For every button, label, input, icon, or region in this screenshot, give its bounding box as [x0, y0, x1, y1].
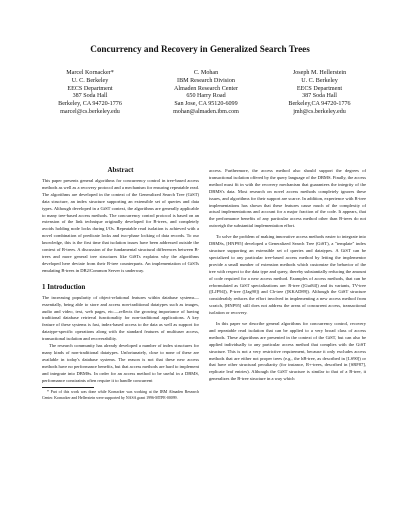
author-email: jmh@cs.berkeley.edu — [293, 108, 346, 115]
intro-paragraph-2: The research community has already developed a number of index structures for many kinds of non-traditional datatypes. Unfortunately, close to none of these are available in today's database systems. The reason is not that these new access methods have no performance benefits, but that access methods are hard to implement and integrate into DBMSs. In order for an access method to be useful in a DBMS, performance constraints often require it to handle concurrent — [42, 343, 199, 383]
author-name: C. Mohan — [193, 70, 219, 76]
right-column — [209, 168, 366, 383]
author-street: 387 Soda Hall — [72, 93, 108, 100]
author-email: marcel@cs.berkeley.edu — [60, 108, 120, 115]
author-affiliation: U. C. Berkeley — [71, 77, 109, 84]
author-dept: EECS Department — [67, 85, 113, 92]
author-hellerstein — [271, 70, 368, 117]
author-mohan — [151, 70, 261, 117]
intro-paragraph-1: The increasing popularity of object-relational features within database systems—essentially, being able to store and access non-traditional datatypes such as images, audio and video, text, web pages, etc.—reflects the growing importance of having traditional database retrieval functionality for non-traditional applications. A key feature of these systems is fast, index-based access to the data as well as support for datatype-specific operations along with the standard features of multiuser access, transactional isolation and recoverability. — [42, 294, 199, 342]
author-city: Berkeley,CA 94720-1776 — [288, 101, 351, 108]
author-street: 650 Harry Road — [186, 93, 226, 100]
abstract-text: This paper presents general algorithms for concurrency control in tree-based access methods as well as a recovery protocol and a mechanism for ensuring repeatable read. The algorithms are developed in the context of the Generalized Search Tree (GiST) data structure, an index structure supporting an extensible set of queries and data types. Although developed in a GiST context, the algorithms are generally applicable to many tree-based access methods. The concurrency control protocol is based on an extension of the link technique originally developed for B-trees, and completely avoids holding node locks during I/Os. Repeatable read isolation is achieved with a novel combination of predicate locks and two-phase locking of data records. To our knowledge, this is the first time that isolation issues have been addressed outside the context of B-trees. A discussion of the fundamental structural differences between B-trees and more general tree structures like GiSTs explains why the algorithms developed here deviate from their B-tree counterparts. An implementation of GiSTs emulating B-trees in DB2/Common Server is underway. — [42, 178, 199, 273]
author-city: Berkeley, CA 94720-1776 — [58, 101, 122, 108]
author-dept: Almaden Research Center — [174, 85, 238, 92]
author-name: Joseph M. Hellerstein — [292, 70, 347, 76]
author-affiliation: IBM Research Division — [177, 77, 235, 84]
body-paragraph-3: In this paper we describe general algorithms for concurrency control, recovery and repeatable read isolation that can be applied to a very broad class of access methods. These algorithms are presented in the context of the GiST, but can also be applied individually to any particular access method that complies with the GiST structure. This is not a very restrictive requirement, because it only excludes access methods that are either not proper trees (e.g., the hB-tree, as described in [LS90]) or that have other structural peculiarity (for instance, R+-trees, described in [SRF87], replicate leaf entries). Although the GiST structure is similar to that of a B-tree, it generalizes the B-tree structure in a way which — [209, 321, 366, 382]
left-column — [42, 166, 199, 401]
body-paragraph-2: To solve the problem of making innovative access methods easier to integrate into DBMSs, [HNP95] developed a Generalized Search Tree (GiST), a "template" index structure supporting an extensible set of queries and datatypes. A GiST can be specialized to any particular tree-based access method by letting the implementor provide a small number of extension methods which customize the behavior of the tree with respect to the data type and query, thereby substantially reducing the amount of code required for a new access method. Examples of access methods, that can be reformulated as GiST specializations are: R-tree ([Gut84]) and its variants, TV-tree ([LJF94]), P-tree ([Jag90]) and Ch-tree ([KKAD89]). Although the GiST structure considerably reduces the effort involved in implementing a new access method from scratch, [HNP95] still does not address the areas of concurrent access, transactional isolation or recovery. — [209, 234, 366, 316]
author-block — [40, 70, 368, 120]
footnote: * Part of this work was done while Kornacker was working at the IBM Almaden Research Center. Kornacker and Hellerstein were supported by NASA grant 1996-MTPE-00099. — [42, 390, 199, 400]
author-kornacker — [40, 70, 140, 117]
paper-title: Concurrency and Recovery in Generalized Search Trees — [90, 44, 310, 54]
author-dept: EECS Department — [296, 85, 343, 92]
abstract-heading: Abstract — [107, 166, 134, 174]
author-name: Marcel Kornacker* — [66, 70, 114, 76]
author-city: San Jose, CA 95120-6099 — [174, 101, 238, 108]
author-email: mohan@almaden.ibm.com — [173, 108, 239, 115]
author-affiliation: U. C. Berkeley — [301, 77, 338, 84]
author-street: 387 Soda Hall — [302, 93, 337, 100]
intro-heading: 1 Introduction — [42, 282, 86, 291]
footnote-rule — [42, 387, 94, 388]
body-paragraph-1: access. Furthermore, the access method also should support the degrees of transactional isolation offered by the query language of the DBMS. Finally, the access method must fit in with the recovery mechanism that guarantees the integrity of the DBMS's data. Most research on novel access methods completely ignores these issues, and algorithms for their support are scarce. In addition, experience with R-tree implementations has shown that these features cause much of the complexity of actual implementations and account for a major fraction of the code. It appears, that the performance benefits of any particular access method other than B-trees do not outweigh the substantial implementation effort. — [209, 168, 366, 229]
